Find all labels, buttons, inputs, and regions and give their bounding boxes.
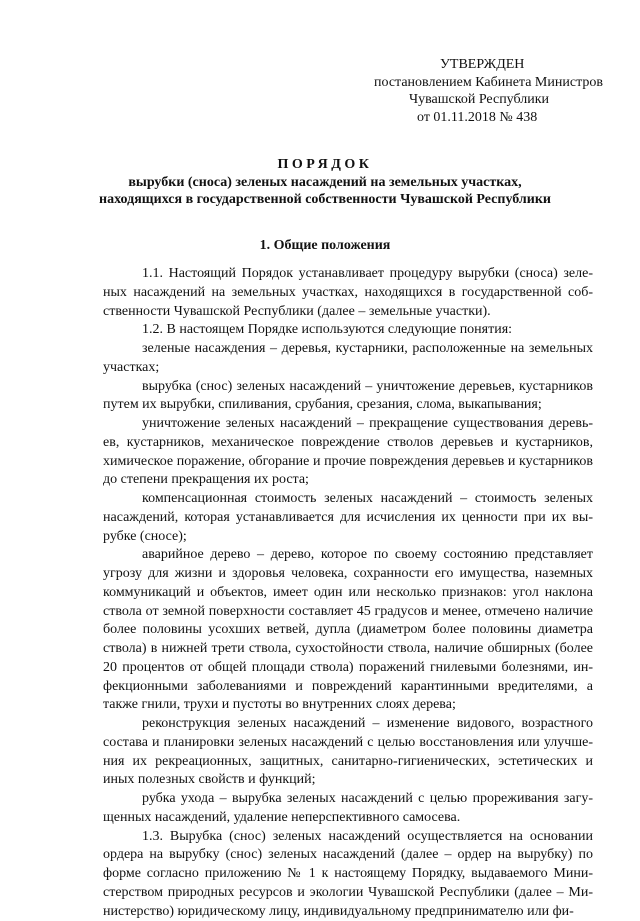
paragraph: реконструкция зеленых насаждений – изменение видового, возрастного состава и планировки зеленых насаждений с целью восстановления или улучшения их рекреационных, защитных, санитарно-гигиенических, эстетических и иных полезных свойств и функций; bbox=[103, 715, 593, 790]
approval-stamp bbox=[360, 56, 610, 126]
document-title-line-3: находящихся в государственной собственности Чувашской Республики bbox=[40, 191, 610, 209]
approval-date-number: от 01.11.2018 № 438 bbox=[360, 109, 610, 127]
approval-heading: УТВЕРЖДЕН bbox=[360, 56, 610, 74]
paragraph: уничтожение зеленых насаждений – прекращение существования деревьев, кустарников, механическое повреждение стволов деревьев и кустарников, химическое поражение, обгорание и прочие повреждения деревьев и кустарников до степени прекращения их роста; bbox=[103, 415, 593, 490]
approval-authority: постановлением Кабинета Министров bbox=[360, 74, 610, 92]
document-title bbox=[40, 156, 610, 209]
approval-region: Чувашской Республики bbox=[360, 91, 610, 109]
section-body bbox=[103, 265, 593, 921]
paragraph: 1.1. Настоящий Порядок устанавливает процедуру вырубки (сноса) зеленых насаждений на земельных участках, находящихся в государственной собственности Чувашской Республики (далее – земельные участки). bbox=[103, 265, 593, 321]
paragraph: рубка ухода – вырубка зеленых насаждений с целью прореживания загущенных насаждений, удаление неперспективного самосева. bbox=[103, 790, 593, 828]
paragraph: вырубка (снос) зеленых насаждений – уничтожение деревьев, кустарников путем их вырубки, спиливания, срубания, срезания, слома, выкапывания; bbox=[103, 378, 593, 416]
paragraph: аварийное дерево – дерево, которое по своему состоянию представляет угрозу для жизни и здоровья человека, сохранности его имущества, наземных коммуникаций и объектов, имеет один или несколько признаков: угол наклона ствола от земной поверхности составляет 45 градусов и менее, отмечено наличие более половины усохших ветвей, дупла (диаметром более половины диаметра ствола) в нижней трети ствола, сухостойности ствола, наличие обширных (более 20 процентов от общей площади ствола) поражений гнилевыми болезнями, инфекционными заболеваниями и повреждений карантинными вредителями, а также гнили, трухи и пустоты во внутренних слоях дерева; bbox=[103, 546, 593, 715]
paragraph: 1.2. В настоящем Порядке используются следующие понятия: bbox=[103, 321, 593, 340]
section-heading: 1. Общие положения bbox=[40, 238, 610, 254]
paragraph: зеленые насаждения – деревья, кустарники, расположенные на земельных участках; bbox=[103, 340, 593, 378]
document-title-line-2: вырубки (сноса) зеленых насаждений на земельных участках, bbox=[40, 174, 610, 192]
paragraph: 1.3. Вырубка (снос) зеленых насаждений осуществляется на основании ордера на вырубку (снос) зеленых насаждений (далее – ордер на вырубку) по форме согласно приложению № 1 к настоящему Порядку, выдаваемого Министерством природных ресурсов и экологии Чувашской Республики (далее – Министерство) юридическому лицу, индивидуальному предпринимателю или фи- bbox=[103, 828, 593, 921]
paragraph: компенсационная стоимость зеленых насаждений – стоимость зеленых насаждений, которая устанавливается для исчисления их ценности при их вырубке (сносе); bbox=[103, 490, 593, 546]
document-title-main: ПОРЯДОК bbox=[40, 156, 610, 174]
